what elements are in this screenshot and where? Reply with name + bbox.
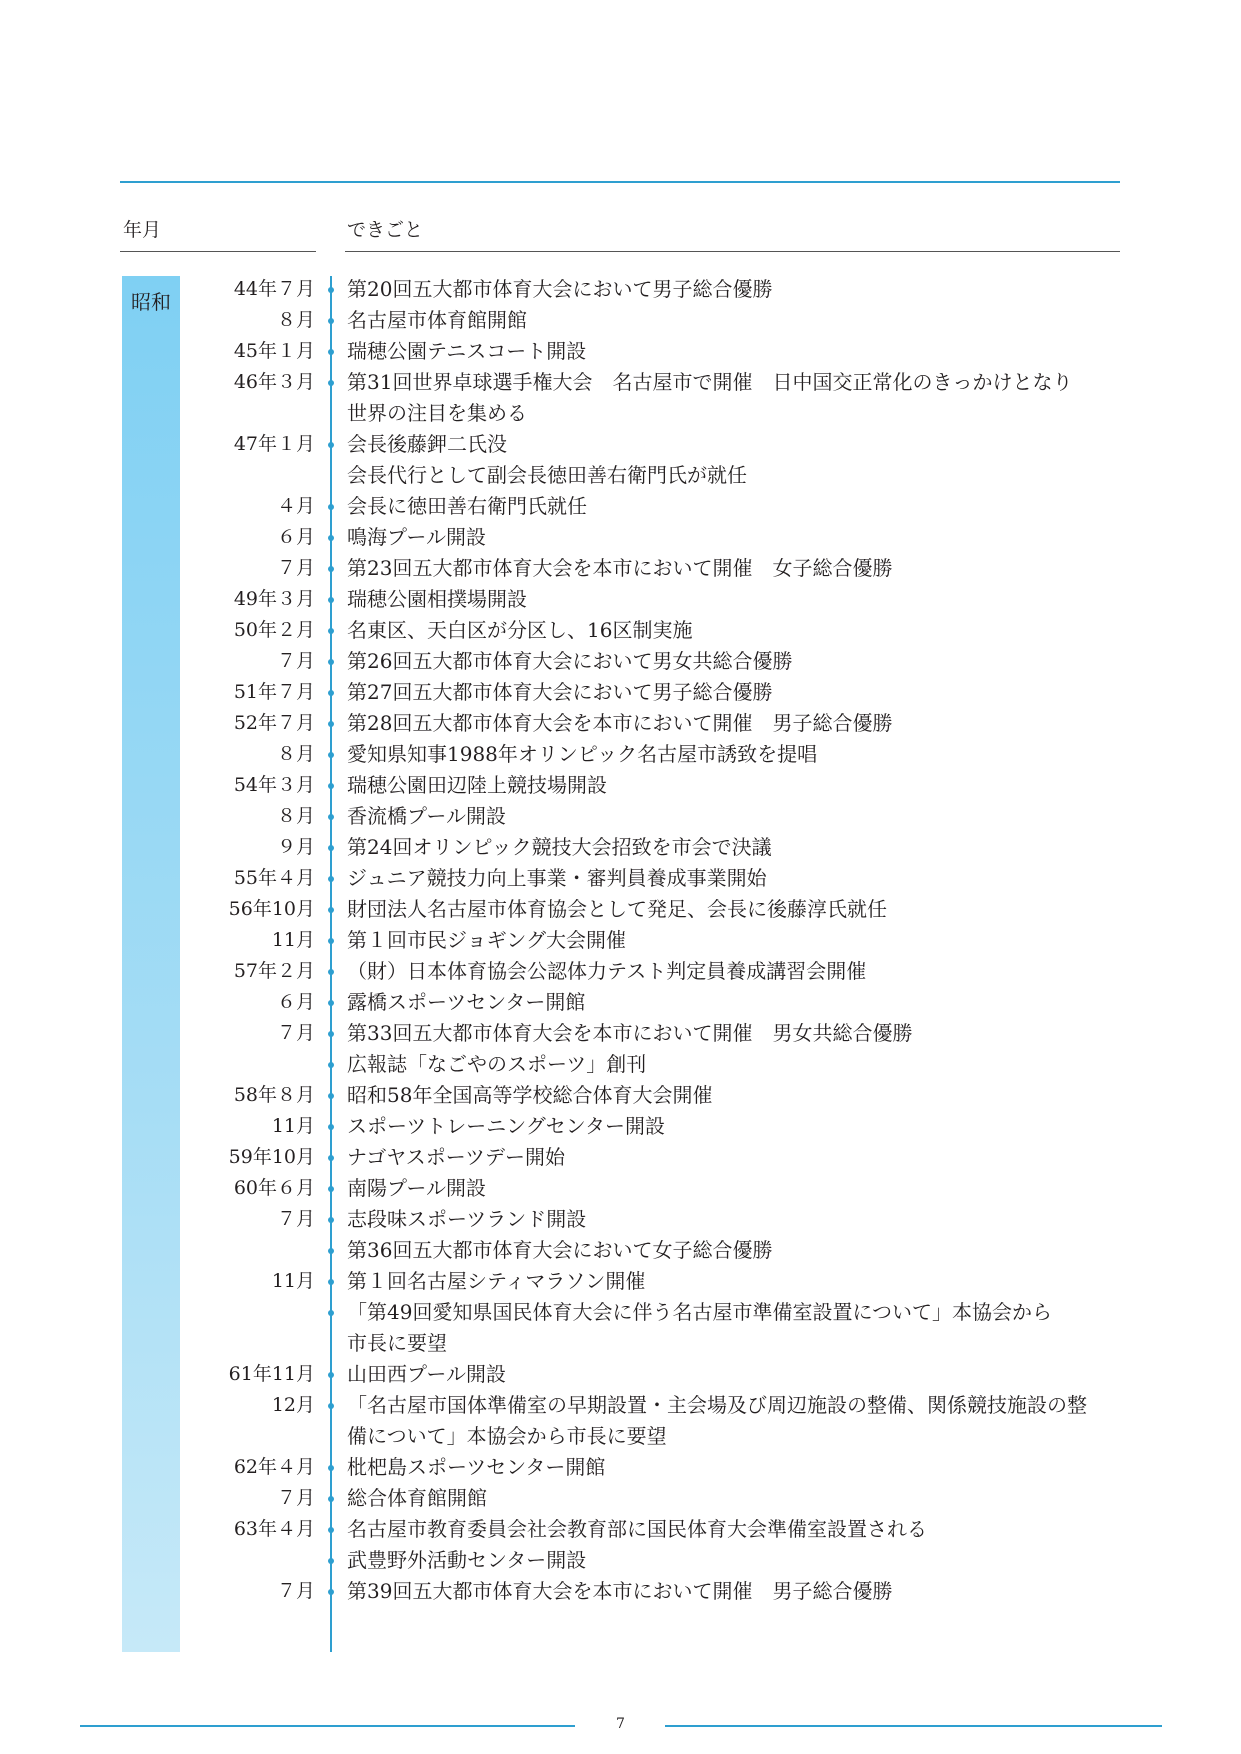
row-event-text: 第27回五大都市体育大会において男子総合優勝 bbox=[347, 680, 773, 704]
row-date: 58年８月 bbox=[233, 1084, 315, 1106]
row-event-text: 財団法人名古屋市体育協会として発足、会長に後藤淳氏就任 bbox=[347, 897, 887, 921]
bullet-dot-icon bbox=[328, 318, 334, 324]
timeline-row bbox=[0, 1359, 1241, 1390]
timeline-row bbox=[0, 1452, 1241, 1483]
bullet-dot-icon bbox=[328, 628, 334, 634]
bullet-dot-icon bbox=[328, 783, 334, 789]
bullet-dot-icon bbox=[328, 845, 334, 851]
row-date: ７月 bbox=[276, 650, 315, 672]
timeline-row bbox=[0, 1018, 1241, 1049]
row-date: 61年11月 bbox=[228, 1363, 315, 1385]
row-date: ９月 bbox=[276, 836, 315, 858]
row-event-text: 第31回世界卓球選手権大会 名古屋市で開催 日中国交正常化のきっかけとなり bbox=[347, 370, 1073, 394]
era-label: 昭和 bbox=[131, 290, 171, 314]
row-event-text: 名古屋市体育館開館 bbox=[347, 308, 527, 332]
bullet-dot-icon bbox=[328, 1403, 334, 1409]
bullet-dot-icon bbox=[328, 1279, 334, 1285]
row-event-text: 第23回五大都市体育大会を本市において開催 女子総合優勝 bbox=[347, 556, 893, 580]
row-event-text: ナゴヤスポーツデー開始 bbox=[347, 1145, 565, 1169]
timeline-row bbox=[0, 1576, 1241, 1607]
row-date: ７月 bbox=[276, 1580, 315, 1602]
row-event-text: 露橋スポーツセンター開館 bbox=[347, 990, 586, 1014]
bullet-dot-icon bbox=[328, 969, 334, 975]
header-events: できごと bbox=[347, 219, 424, 241]
bullet-dot-icon bbox=[328, 938, 334, 944]
header-rule-right bbox=[345, 251, 1120, 252]
timeline-row bbox=[0, 1483, 1241, 1514]
row-event-text: スポーツトレーニングセンター開設 bbox=[347, 1114, 665, 1138]
timeline-row bbox=[0, 646, 1241, 677]
row-event-text: 山田西プール開設 bbox=[347, 1362, 506, 1386]
row-event-text: 昭和58年全国高等学校総合体育大会開催 bbox=[347, 1083, 713, 1107]
bullet-dot-icon bbox=[328, 504, 334, 510]
row-event-text: （財）日本体育協会公認体力テスト判定員養成講習会開催 bbox=[347, 959, 867, 983]
timeline-row bbox=[0, 1328, 1241, 1359]
row-date: ６月 bbox=[276, 526, 315, 548]
timeline-row bbox=[0, 708, 1241, 739]
row-event-text: 第39回五大都市体育大会を本市において開催 男子総合優勝 bbox=[347, 1579, 893, 1603]
bullet-dot-icon bbox=[328, 1310, 334, 1316]
row-date: 49年３月 bbox=[233, 588, 315, 610]
row-event-text: 第36回五大都市体育大会において女子総合優勝 bbox=[347, 1238, 773, 1262]
timeline-row bbox=[0, 677, 1241, 708]
row-date: ８月 bbox=[276, 743, 315, 765]
row-event-text: 会長に徳田善右衛門氏就任 bbox=[347, 494, 587, 518]
row-date: 45年１月 bbox=[233, 340, 315, 362]
row-event-text: 第33回五大都市体育大会を本市において開催 男女共総合優勝 bbox=[347, 1021, 913, 1045]
bullet-dot-icon bbox=[328, 1093, 334, 1099]
bullet-dot-icon bbox=[328, 907, 334, 913]
bullet-dot-icon bbox=[328, 1217, 334, 1223]
timeline-row bbox=[0, 398, 1241, 429]
row-date: 44年７月 bbox=[233, 278, 315, 300]
row-event-text: 第１回名古屋シティマラソン開催 bbox=[347, 1269, 646, 1293]
row-event-text: 広報誌「なごやのスポーツ」創刊 bbox=[347, 1052, 647, 1076]
timeline-row bbox=[0, 1514, 1241, 1545]
row-event-text: 第28回五大都市体育大会を本市において開催 男子総合優勝 bbox=[347, 711, 893, 735]
row-event-text: 志段味スポーツランド開設 bbox=[347, 1207, 587, 1231]
row-date: ４月 bbox=[276, 495, 315, 517]
row-event-text: 会長代行として副会長徳田善右衛門氏が就任 bbox=[347, 463, 747, 487]
row-event-text: 「名古屋市国体準備室の早期設置・主会場及び周辺施設の整備、関係競技施設の整 bbox=[347, 1393, 1087, 1417]
row-date: ７月 bbox=[276, 1208, 315, 1230]
row-event-text: 枇杷島スポーツセンター開館 bbox=[347, 1455, 606, 1479]
timeline-row bbox=[0, 553, 1241, 584]
row-event-text: 第24回オリンピック競技大会招致を市会で決議 bbox=[347, 835, 772, 859]
row-event-text: 備について」本協会から市長に要望 bbox=[347, 1424, 667, 1448]
bullet-dot-icon bbox=[328, 1496, 334, 1502]
row-date: 51年７月 bbox=[233, 681, 315, 703]
bullet-dot-icon bbox=[328, 752, 334, 758]
timeline-row bbox=[0, 1049, 1241, 1080]
row-event-text: 瑞穂公園田辺陸上競技場開設 bbox=[347, 773, 607, 797]
bullet-dot-icon bbox=[328, 1372, 334, 1378]
timeline-row bbox=[0, 1545, 1241, 1576]
row-event-text: 瑞穂公園相撲場開設 bbox=[347, 587, 527, 611]
bullet-dot-icon bbox=[328, 1589, 334, 1595]
row-event-text: 武豊野外活動センター開設 bbox=[347, 1548, 587, 1572]
timeline-row bbox=[0, 739, 1241, 770]
row-date: 47年１月 bbox=[233, 433, 315, 455]
row-event-text: 会長後藤鉀二氏没 bbox=[347, 432, 507, 456]
bullet-dot-icon bbox=[328, 876, 334, 882]
timeline-row bbox=[0, 491, 1241, 522]
bullet-dot-icon bbox=[328, 1155, 334, 1161]
timeline-row bbox=[0, 615, 1241, 646]
timeline-row bbox=[0, 522, 1241, 553]
row-date: ７月 bbox=[276, 557, 315, 579]
timeline-row bbox=[0, 1173, 1241, 1204]
row-date: 60年６月 bbox=[233, 1177, 315, 1199]
header-rule-left bbox=[120, 251, 316, 252]
timeline-row bbox=[0, 987, 1241, 1018]
timeline-row bbox=[0, 925, 1241, 956]
row-event-text: ジュニア競技力向上事業・審判員養成事業開始 bbox=[347, 866, 767, 890]
timeline-row bbox=[0, 1204, 1241, 1235]
bullet-dot-icon bbox=[328, 287, 334, 293]
bullet-dot-icon bbox=[328, 380, 334, 386]
bullet-dot-icon bbox=[328, 566, 334, 572]
row-date: ７月 bbox=[276, 1022, 315, 1044]
timeline-list bbox=[0, 274, 1241, 1607]
bullet-dot-icon bbox=[328, 1000, 334, 1006]
row-date: 55年４月 bbox=[233, 867, 315, 889]
timeline-row bbox=[0, 1297, 1241, 1328]
header-year-month: 年月 bbox=[123, 219, 162, 241]
timeline-row bbox=[0, 305, 1241, 336]
row-event-text: 「第49回愛知県国民体育大会に伴う名古屋市準備室設置について」本協会から bbox=[347, 1300, 1053, 1324]
row-event-text: 名東区、天白区が分区し、16区制実施 bbox=[347, 618, 693, 642]
bullet-dot-icon bbox=[328, 690, 334, 696]
row-date: 52年７月 bbox=[233, 712, 315, 734]
row-date: ６月 bbox=[276, 991, 315, 1013]
timeline-row bbox=[0, 584, 1241, 615]
bullet-dot-icon bbox=[328, 721, 334, 727]
row-event-text: 第26回五大都市体育大会において男女共総合優勝 bbox=[347, 649, 793, 673]
timeline-row bbox=[0, 429, 1241, 460]
row-event-text: 総合体育館開館 bbox=[347, 1486, 487, 1510]
row-date: 57年２月 bbox=[233, 960, 315, 982]
page-number: 7 bbox=[616, 1716, 625, 1732]
timeline-row bbox=[0, 956, 1241, 987]
row-event-text: 瑞穂公園テニスコート開設 bbox=[347, 339, 587, 363]
timeline-row bbox=[0, 801, 1241, 832]
timeline-row bbox=[0, 894, 1241, 925]
timeline-row bbox=[0, 770, 1241, 801]
bullet-dot-icon bbox=[328, 1465, 334, 1471]
row-event-text: 鳴海プール開設 bbox=[347, 525, 486, 549]
row-date: 11月 bbox=[271, 1270, 315, 1292]
row-date: 56年10月 bbox=[228, 898, 315, 920]
row-event-text: 愛知県知事1988年オリンピック名古屋市誘致を提唱 bbox=[347, 742, 818, 766]
row-date: 54年３月 bbox=[233, 774, 315, 796]
bullet-dot-icon bbox=[328, 1031, 334, 1037]
timeline-row bbox=[0, 1390, 1241, 1421]
row-event-text: 市長に要望 bbox=[347, 1331, 447, 1355]
timeline-row bbox=[0, 336, 1241, 367]
row-event-text: 第１回市民ジョギング大会開催 bbox=[347, 928, 626, 952]
row-event-text: 香流橋プール開設 bbox=[347, 804, 506, 828]
row-date: ８月 bbox=[276, 805, 315, 827]
timeline-row bbox=[0, 460, 1241, 491]
bullet-dot-icon bbox=[328, 1062, 334, 1068]
bullet-dot-icon bbox=[328, 597, 334, 603]
timeline-row bbox=[0, 1111, 1241, 1142]
bullet-dot-icon bbox=[328, 814, 334, 820]
row-date: 46年３月 bbox=[233, 371, 315, 393]
row-date: 50年２月 bbox=[233, 619, 315, 641]
row-date: ７月 bbox=[276, 1487, 315, 1509]
bullet-dot-icon bbox=[328, 1248, 334, 1254]
row-date: 11月 bbox=[271, 929, 315, 951]
bullet-dot-icon bbox=[328, 349, 334, 355]
row-date: 11月 bbox=[271, 1115, 315, 1137]
bullet-dot-icon bbox=[328, 442, 334, 448]
bullet-dot-icon bbox=[328, 1124, 334, 1130]
timeline-row bbox=[0, 367, 1241, 398]
bullet-dot-icon bbox=[328, 659, 334, 665]
row-date: ８月 bbox=[276, 309, 315, 331]
row-date: 59年10月 bbox=[228, 1146, 315, 1168]
row-event-text: 第20回五大都市体育大会において男子総合優勝 bbox=[347, 277, 773, 301]
row-event-text: 南陽プール開設 bbox=[347, 1176, 486, 1200]
row-event-text: 名古屋市教育委員会社会教育部に国民体育大会準備室設置される bbox=[347, 1517, 927, 1541]
timeline-row bbox=[0, 1080, 1241, 1111]
row-date: 63年４月 bbox=[233, 1518, 315, 1540]
top-rule bbox=[120, 181, 1120, 183]
timeline-row bbox=[0, 1235, 1241, 1266]
bullet-dot-icon bbox=[328, 1186, 334, 1192]
timeline-row bbox=[0, 1421, 1241, 1452]
bullet-dot-icon bbox=[328, 1527, 334, 1533]
timeline-row bbox=[0, 1266, 1241, 1297]
timeline-row bbox=[0, 274, 1241, 305]
bullet-dot-icon bbox=[328, 1558, 334, 1564]
footer-rule-right bbox=[665, 1725, 1162, 1727]
timeline-row bbox=[0, 832, 1241, 863]
row-event-text: 世界の注目を集める bbox=[347, 401, 527, 425]
timeline-row bbox=[0, 1142, 1241, 1173]
bullet-dot-icon bbox=[328, 535, 334, 541]
row-date: 12月 bbox=[271, 1394, 315, 1416]
row-date: 62年４月 bbox=[233, 1456, 315, 1478]
timeline-row bbox=[0, 863, 1241, 894]
